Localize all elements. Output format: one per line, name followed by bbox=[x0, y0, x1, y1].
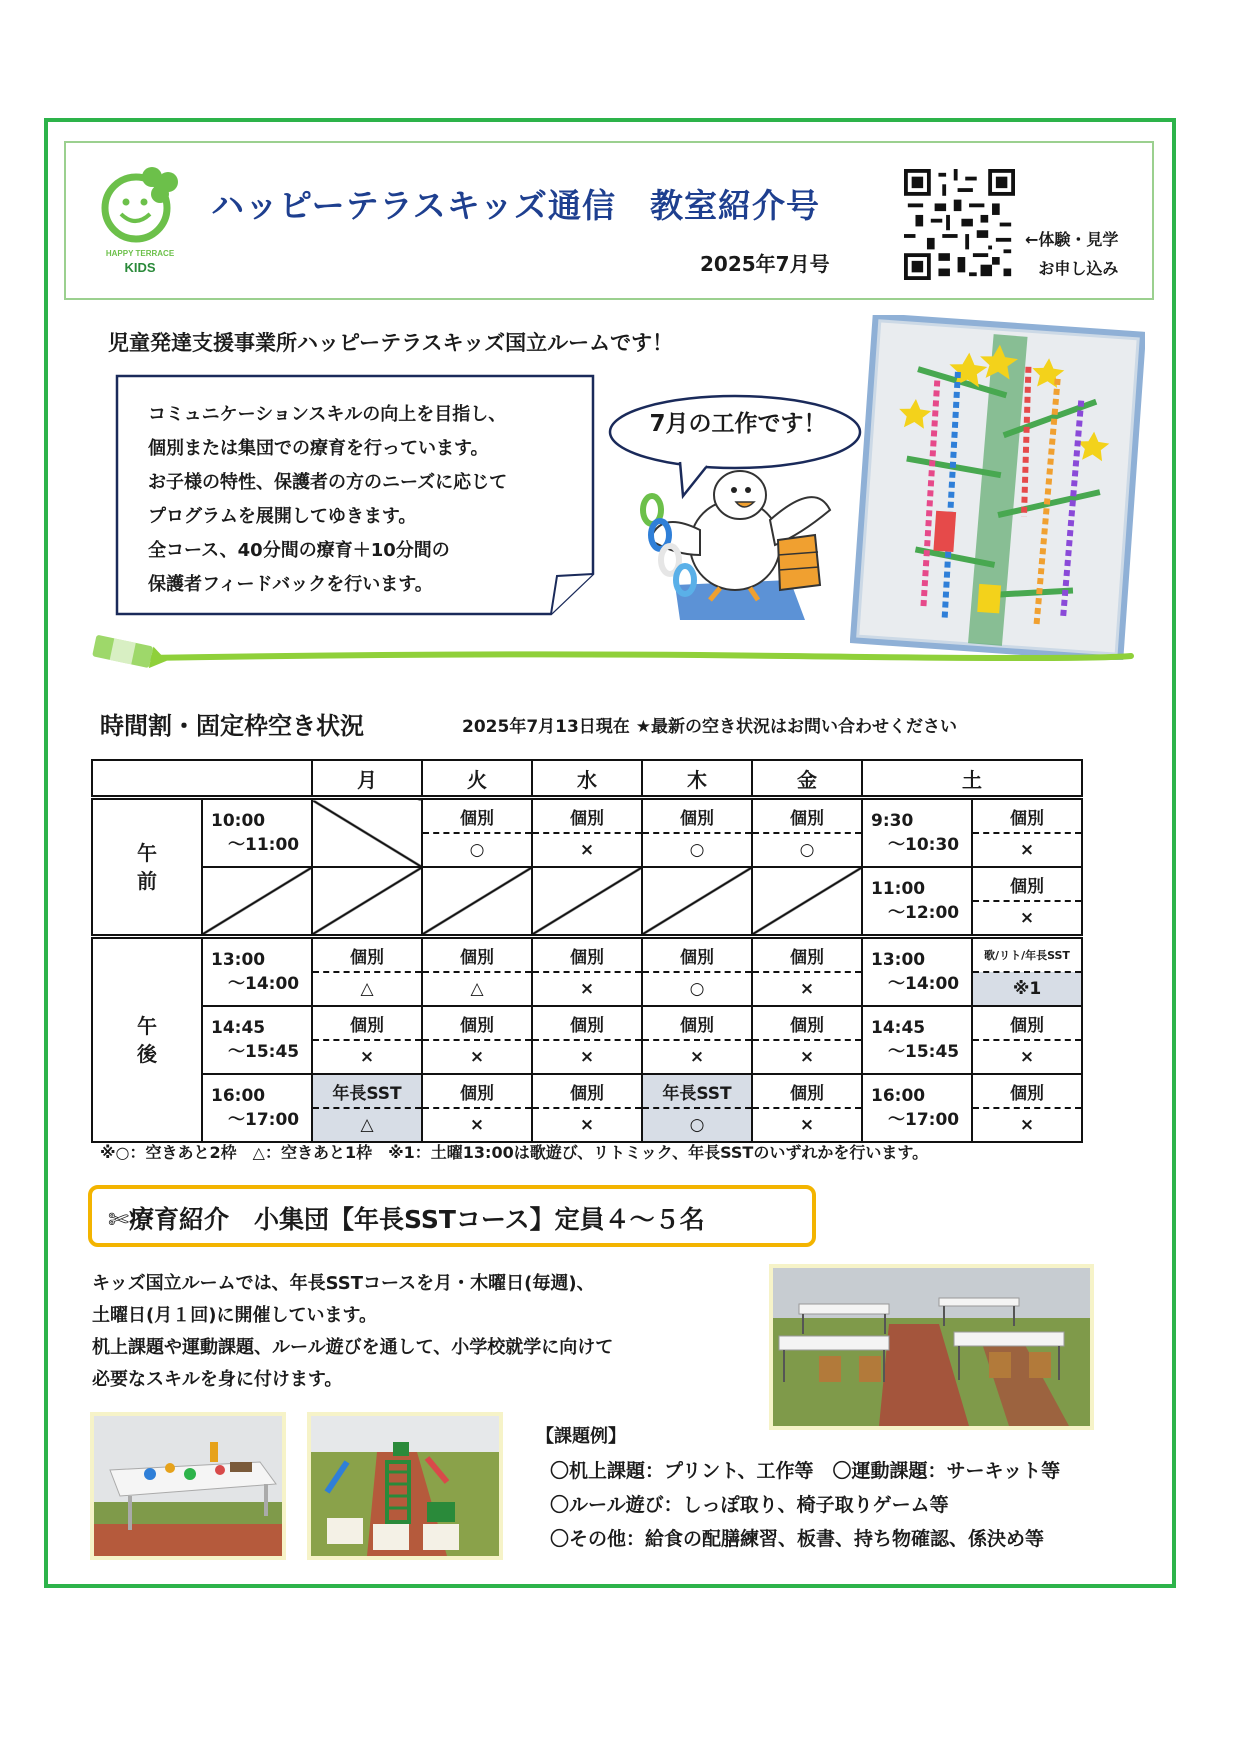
course-cell: 個別 bbox=[422, 937, 532, 973]
status-cell: × bbox=[422, 1040, 532, 1074]
task-examples bbox=[536, 1420, 1060, 1556]
pm-label: 午 後 bbox=[92, 937, 202, 1143]
course-cell: 個別 bbox=[312, 937, 422, 973]
empty-time-cell bbox=[202, 867, 312, 937]
time-cell: 10:00 ～11:00 bbox=[202, 798, 312, 868]
status-cell: △ bbox=[312, 972, 422, 1006]
course-cell: 個別 bbox=[532, 937, 642, 973]
no-class-cell bbox=[312, 867, 422, 937]
intro-line: お子様の特性、保護者の方のニーズに応じて bbox=[148, 472, 508, 493]
course-cell: 個別 bbox=[752, 1074, 862, 1108]
day-mon: 月 bbox=[312, 760, 422, 798]
day-sat: 土 bbox=[862, 760, 1082, 798]
sat-time-cell: 9:30 ～10:30 bbox=[862, 798, 972, 868]
example-line: 〇机上課題：プリント、工作等 〇運動課題：サーキット等 bbox=[550, 1460, 1061, 1482]
status-cell: ○ bbox=[642, 1108, 752, 1142]
course-cell: 個別 bbox=[422, 1074, 532, 1108]
no-class-cell bbox=[532, 867, 642, 937]
sat-status-cell: ※1 bbox=[972, 972, 1082, 1006]
course-cell: 年長SST bbox=[642, 1074, 752, 1108]
example-line: 〇ルール遊び：しっぽ取り、椅子取りゲーム等 bbox=[550, 1494, 949, 1516]
am-label: 午 前 bbox=[92, 798, 202, 937]
course-cell: 個別 bbox=[752, 798, 862, 834]
schedule-as-of: 2025年7月13日現在 ★最新の空き状況はお問い合わせください bbox=[462, 717, 957, 737]
status-cell: × bbox=[752, 972, 862, 1006]
qr-note-line2: お申し込み bbox=[1038, 259, 1119, 278]
motor-course-photo bbox=[307, 1412, 503, 1560]
status-cell: × bbox=[422, 1108, 532, 1142]
sat-status-cell: × bbox=[972, 1108, 1082, 1142]
status-cell: ○ bbox=[642, 972, 752, 1006]
status-cell: ○ bbox=[752, 833, 862, 867]
happy-terrace-logo bbox=[90, 160, 190, 280]
time-cell: 16:00 ～17:00 bbox=[202, 1074, 312, 1142]
desk-activity-photo bbox=[90, 1412, 286, 1560]
status-cell: × bbox=[752, 1040, 862, 1074]
corner-cell bbox=[92, 760, 312, 798]
qr-note-line1: ←体験・見学 bbox=[1025, 230, 1119, 249]
sst-line: キッズ国立ルームでは、年長SSTコースを月・木曜日(毎週)、 bbox=[92, 1273, 595, 1294]
no-class-cell bbox=[642, 867, 752, 937]
sst-description bbox=[92, 1268, 613, 1396]
intro-line: 保護者フィードバックを行います。 bbox=[148, 574, 433, 595]
crayon-divider bbox=[86, 632, 1136, 672]
logo-text-top: HAPPY TERRACE bbox=[105, 249, 175, 258]
time-cell: 14:45 ～15:45 bbox=[202, 1006, 312, 1074]
sat-time-cell: 16:00 ～17:00 bbox=[862, 1074, 972, 1142]
status-cell: × bbox=[752, 1108, 862, 1142]
tanabata-craft-photo bbox=[850, 315, 1145, 660]
no-class-cell bbox=[422, 867, 532, 937]
bubble-text: 7月の工作です！ bbox=[649, 411, 827, 437]
status-cell: × bbox=[532, 833, 642, 867]
time-cell: 13:00 ～14:00 bbox=[202, 937, 312, 1007]
sat-course-cell: 歌/リト/年長SST bbox=[972, 937, 1082, 973]
course-cell: 個別 bbox=[532, 1006, 642, 1040]
sat-time-cell: 11:00 ～12:00 bbox=[862, 867, 972, 937]
header-row bbox=[92, 760, 1082, 798]
course-cell: 個別 bbox=[532, 1074, 642, 1108]
status-cell: × bbox=[532, 972, 642, 1006]
course-cell: 個別 bbox=[422, 1006, 532, 1040]
intro-text bbox=[148, 398, 507, 602]
timetable bbox=[91, 759, 1083, 1143]
sat-status-cell: × bbox=[972, 1040, 1082, 1074]
schedule-title: 時間割・固定枠空き状況 bbox=[100, 712, 364, 740]
logo-text-bottom: KIDS bbox=[124, 260, 156, 275]
course-cell: 個別 bbox=[422, 798, 532, 834]
status-cell: △ bbox=[312, 1108, 422, 1142]
sst-banner-text: ✄療育紹介 小集団【年長SSTコース】定員４～５名 bbox=[108, 1205, 705, 1234]
sat-time-cell: 14:45 ～15:45 bbox=[862, 1006, 972, 1074]
no-class-cell bbox=[752, 867, 862, 937]
bird-mascot-illustration bbox=[630, 460, 840, 625]
example-line: 〇その他：給食の配膳練習、板書、持ち物確認、係決め等 bbox=[550, 1528, 1045, 1550]
status-cell: ○ bbox=[422, 833, 532, 867]
no-class-cell bbox=[312, 798, 422, 868]
intro-line: プログラムを展開してゆきます。 bbox=[148, 506, 417, 527]
qr-note bbox=[1025, 225, 1118, 283]
sat-status-cell: × bbox=[972, 901, 1082, 937]
schedule-note: ※○：空きあと2枠 △：空きあと1枠 ※1：土曜13:00は歌遊び、リトミック、年長SSTのいずれかを行います。 bbox=[100, 1143, 929, 1162]
course-cell: 個別 bbox=[312, 1006, 422, 1040]
status-cell: × bbox=[532, 1040, 642, 1074]
sat-course-cell: 個別 bbox=[972, 867, 1082, 901]
sat-status-cell: × bbox=[972, 833, 1082, 867]
course-cell: 個別 bbox=[642, 798, 752, 834]
sat-course-cell: 個別 bbox=[972, 798, 1082, 834]
day-tue: 火 bbox=[422, 760, 532, 798]
status-cell: ○ bbox=[642, 833, 752, 867]
sat-course-cell: 個別 bbox=[972, 1074, 1082, 1108]
day-wed: 水 bbox=[532, 760, 642, 798]
sst-line: 必要なスキルを身に付けます。 bbox=[92, 1369, 343, 1390]
course-cell: 個別 bbox=[532, 798, 642, 834]
status-cell: × bbox=[532, 1108, 642, 1142]
newsletter-title: ハッピーテラスキッズ通信 教室紹介号 bbox=[211, 186, 821, 225]
course-cell: 個別 bbox=[642, 1006, 752, 1040]
status-cell: × bbox=[642, 1040, 752, 1074]
day-fri: 金 bbox=[752, 760, 862, 798]
qr-code-icon[interactable] bbox=[903, 169, 1016, 280]
issue-date: 2025年7月号 bbox=[700, 252, 830, 276]
intro-heading: 児童発達支援事業所ハッピーテラスキッズ国立ルームです！ bbox=[108, 331, 674, 355]
examples-heading: 【課題例】 bbox=[536, 1426, 626, 1447]
course-cell: 年長SST bbox=[312, 1074, 422, 1108]
course-cell: 個別 bbox=[642, 937, 752, 973]
day-thu: 木 bbox=[642, 760, 752, 798]
classroom-photo bbox=[769, 1264, 1094, 1430]
status-cell: △ bbox=[422, 972, 532, 1006]
sat-course-cell: 個別 bbox=[972, 1006, 1082, 1040]
sst-line: 机上課題や運動課題、ルール遊びを通して、小学校就学に向けて bbox=[92, 1337, 614, 1358]
intro-line: コミュニケーションスキルの向上を目指し、 bbox=[148, 404, 507, 425]
sst-line: 土曜日(月１回)に開催しています。 bbox=[92, 1305, 378, 1326]
course-cell: 個別 bbox=[752, 1006, 862, 1040]
status-cell: × bbox=[312, 1040, 422, 1074]
intro-line: 全コース、40分間の療育＋10分間の bbox=[148, 540, 450, 561]
course-cell: 個別 bbox=[752, 937, 862, 973]
sat-time-cell: 13:00 ～14:00 bbox=[862, 937, 972, 1007]
intro-line: 個別または集団での療育を行っています。 bbox=[148, 438, 489, 459]
